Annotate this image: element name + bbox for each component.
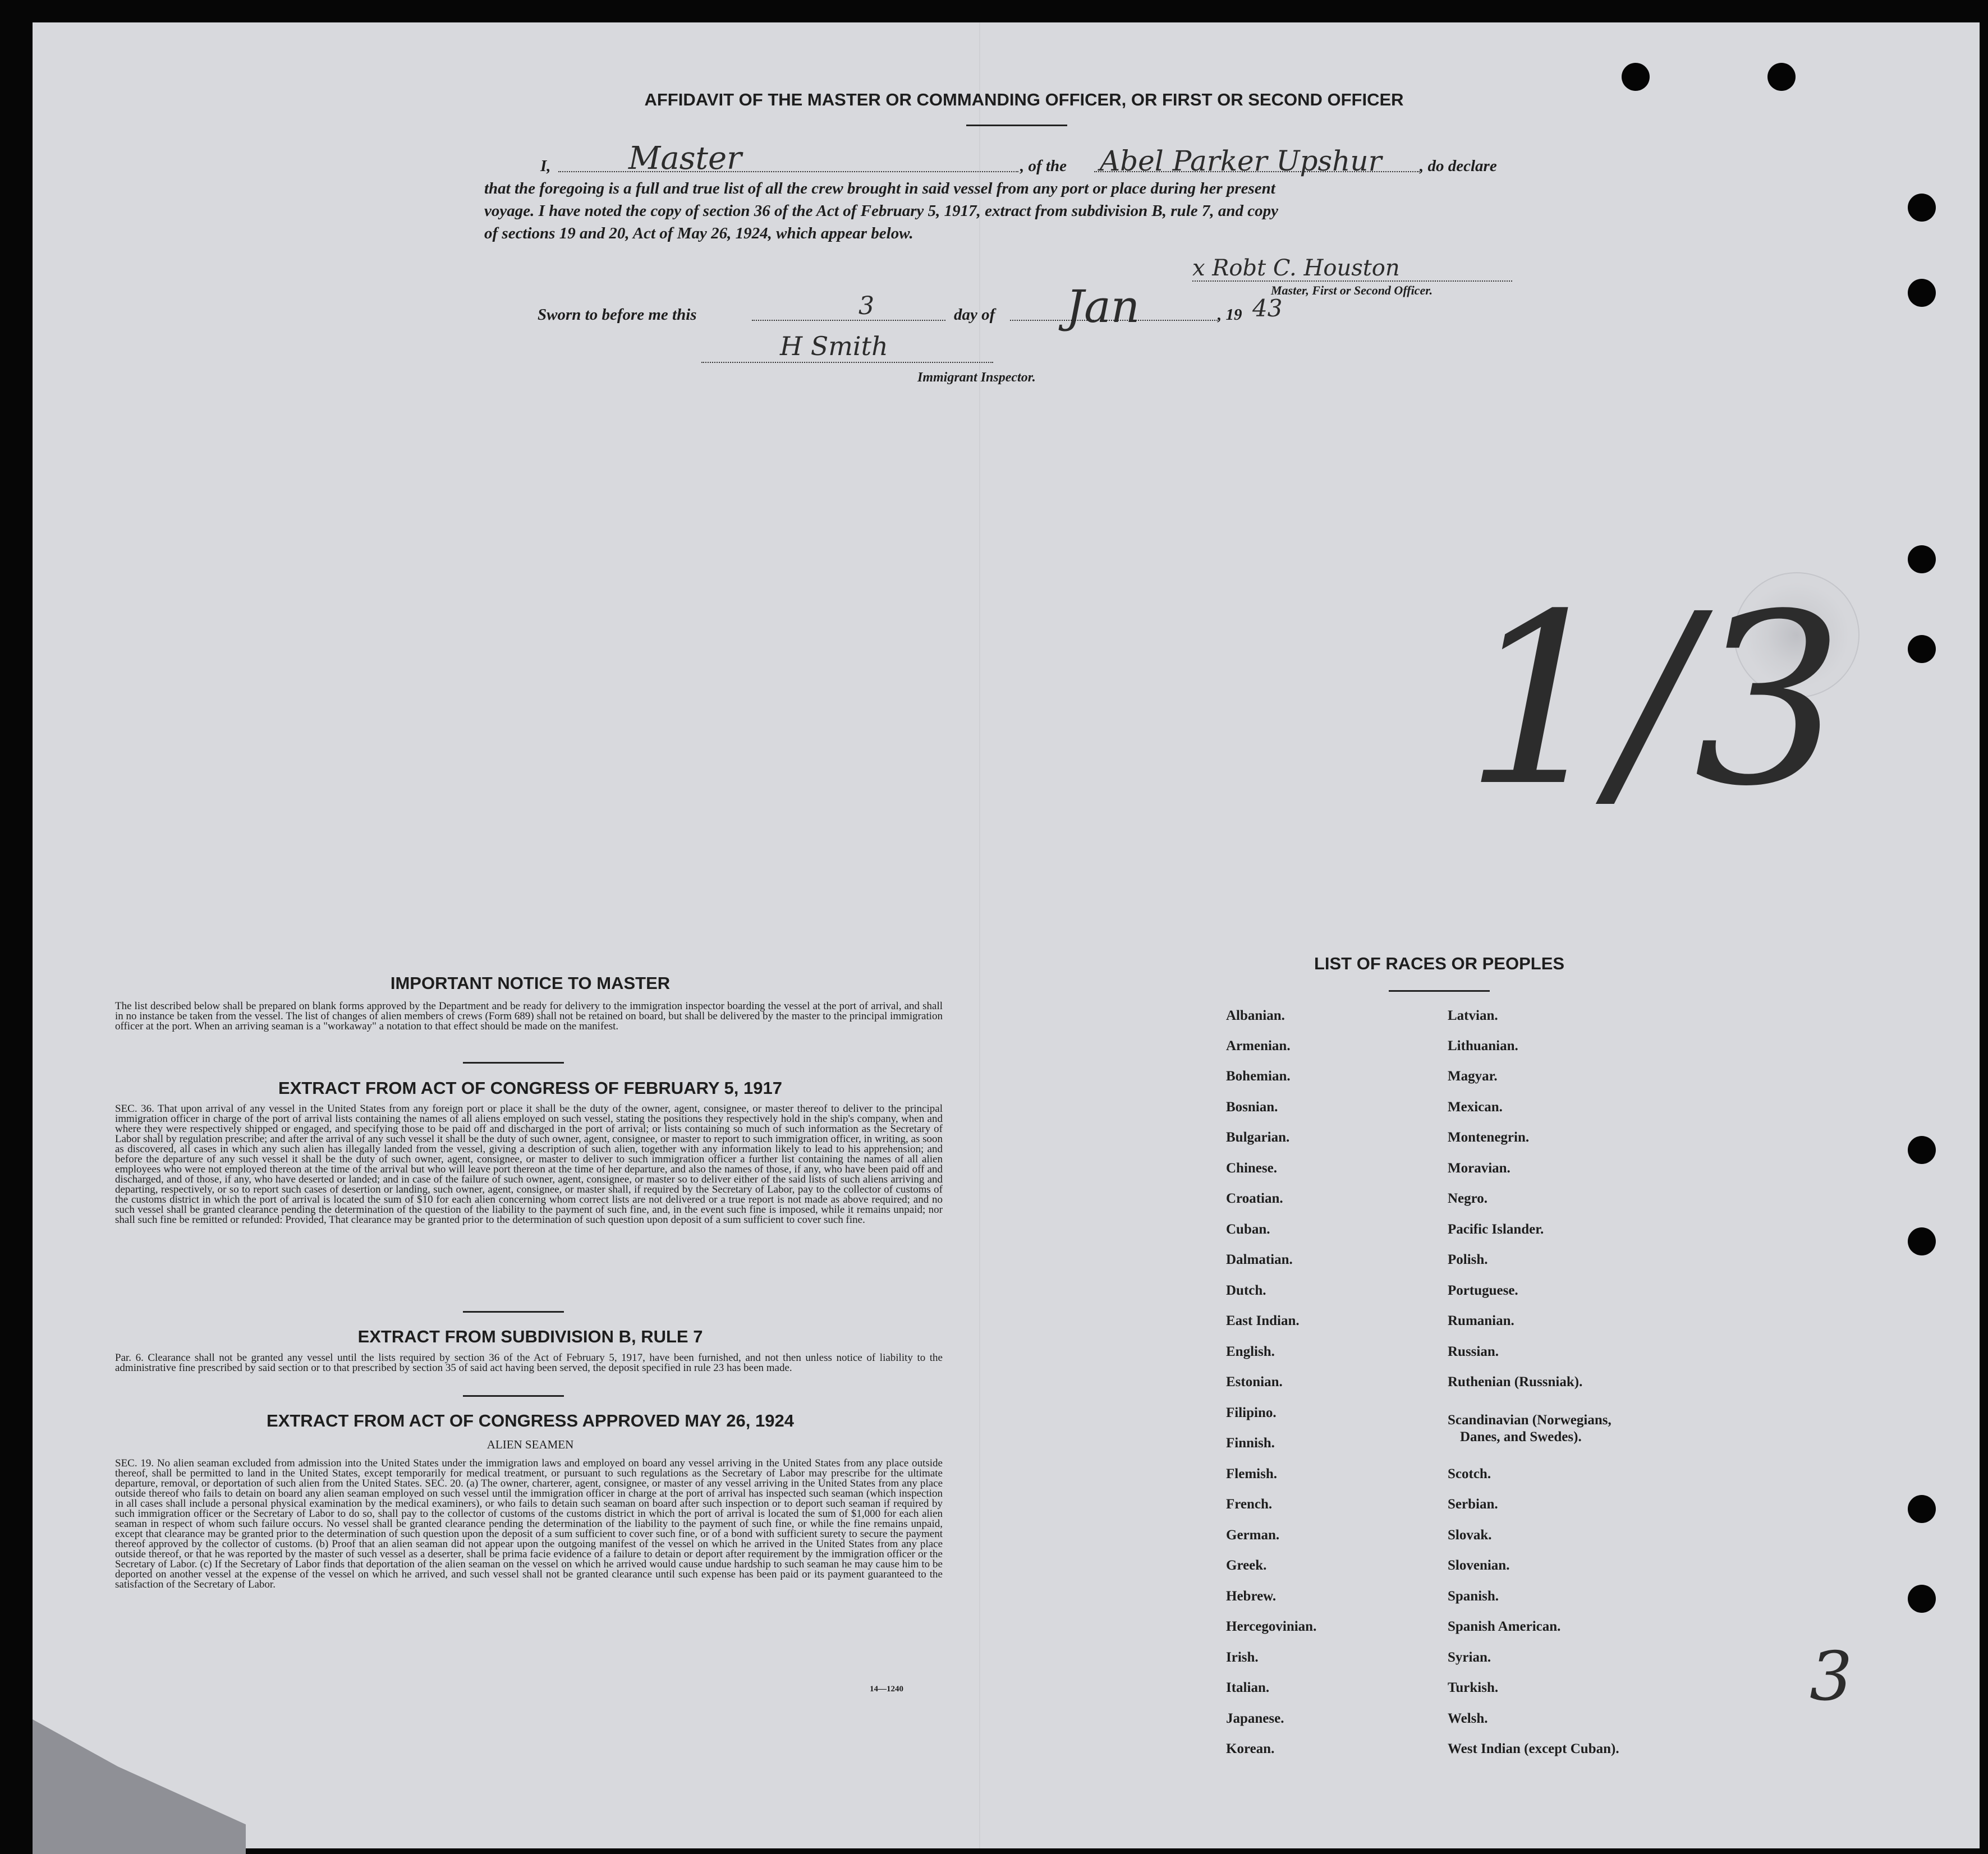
race-item: Lithuanian. <box>1448 1038 1518 1053</box>
affidavit-do-declare: , do declare <box>1420 157 1497 175</box>
race-item: Turkish. <box>1448 1680 1499 1695</box>
punch-hole <box>1908 1136 1936 1164</box>
race-item: Cuban. <box>1226 1222 1270 1237</box>
race-item: Spanish American. <box>1448 1619 1561 1634</box>
handwritten-page-mark: 3 <box>1810 1638 1853 1716</box>
punch-hole <box>1908 1585 1936 1613</box>
punch-hole <box>1908 194 1936 222</box>
handwritten-inspector: H Smith <box>780 331 888 361</box>
race-item: Russian. <box>1448 1344 1499 1359</box>
handwritten-day: 3 <box>858 292 874 320</box>
race-item: Slovenian. <box>1448 1558 1510 1573</box>
notice-text: The list described below shall be prepared on blank forms approved by the Department and be ready for delivery to the immigration inspector boarding the vessel at the port of arrival, and shall in no instance be taken from the vessel. The list of changes of alien members of crews (Form 689) shall not be retained on board, but shall be delivered by the master to the principal immigration officer at the port. When an arriving seaman is a "workaway" a notation to that effect should be made on the manifest. <box>115 1000 943 1032</box>
race-item: Hercegovinian. <box>1226 1619 1317 1634</box>
race-item: Latvian. <box>1448 1008 1498 1023</box>
notice-title: IMPORTANT NOTICE TO MASTER <box>390 973 671 993</box>
race-item: Croatian. <box>1226 1191 1283 1206</box>
race-item: Polish. <box>1448 1252 1488 1267</box>
handwritten-vessel: Abel Parker Upshur <box>1100 145 1382 177</box>
race-item: Rumanian. <box>1448 1313 1514 1328</box>
alien-seamen-subtitle: ALIEN SEAMEN <box>486 1438 574 1451</box>
form-number: 14—1240 <box>870 1685 903 1694</box>
page-fold <box>979 22 980 1848</box>
race-item: Mexican. <box>1448 1099 1503 1115</box>
race-item: Hebrew. <box>1226 1589 1277 1604</box>
master-caption: Master, First or Second Officer. <box>1271 283 1433 297</box>
race-item: Scandinavian (Norwegians, <box>1448 1413 1611 1428</box>
punch-hole <box>1908 279 1936 307</box>
race-item: Dutch. <box>1226 1283 1266 1298</box>
punch-hole <box>1908 635 1936 663</box>
divider <box>463 1395 564 1397</box>
race-item: Italian. <box>1226 1680 1270 1695</box>
handwritten-signature: x Robt C. Houston <box>1192 255 1400 281</box>
race-item: Irish. <box>1226 1650 1259 1665</box>
race-item: Portuguese. <box>1448 1283 1518 1298</box>
race-item: Magyar. <box>1448 1069 1498 1084</box>
inspector-caption: Immigrant Inspector. <box>917 370 1036 385</box>
day-of-text: day of <box>954 306 995 324</box>
affidavit-line-3: voyage. I have noted the copy of section 36 of the Act of February 5, 1917, extract from subdivision B, rule 7, and copy <box>484 202 1278 220</box>
race-item: German. <box>1226 1528 1280 1543</box>
race-item: Welsh. <box>1448 1711 1488 1726</box>
race-item: Spanish. <box>1448 1589 1499 1604</box>
handwritten-month: Jan <box>1066 280 1140 333</box>
race-item: Korean. <box>1226 1741 1275 1756</box>
divider <box>463 1062 564 1064</box>
extract-1917-title: EXTRACT FROM ACT OF CONGRESS OF FEBRUARY 5, 1917 <box>278 1078 782 1098</box>
race-item: Montenegrin. <box>1448 1130 1530 1145</box>
punch-hole <box>1908 1227 1936 1255</box>
race-item: Syrian. <box>1448 1650 1491 1665</box>
title-underline <box>966 125 1067 126</box>
extract-1924-text: SEC. 19. No alien seaman excluded from admission into the United States under the immigration laws and employed on board any vessel arriving in the United States from any place outside thereof, shall be permitted to land in the United States, except temporarily for medical treatment, or pursuant to such regulations as the Secretary of Labor may prescribe for the ultimate departure, removal, or deportation of such alien from the United States. SEC. 20. (a) The owner, charterer, agent, consignee, or master of any vessel arriving in the United States from any place outside thereof who fails to detain on board any alien seaman employed on such vessel until the immigration officer in charge at the port of arrival has inspected such seaman (which inspection in all cases shall include a personal physical examination by the medical examiners), or who fails to detain such seaman on board after such inspection or to deport such seaman if required by such immigration officer or the Secretary of Labor to do so, shall pay to the collector of customs of the customs district in which the port of arrival is located the sum of $1,000 for each alien seaman in respect of whom such failure occurs. No vessel shall be granted clearance pending the determination of the liability to the payment of such fine, or while the fine remains unpaid, except that clearance may be granted prior to the determination of such question upon the deposit of a sum sufficient to cover such fine, or of a bond with sufficient surety to secure the payment thereof approved by the collector of customs. (b) Proof that an alien seaman did not appear upon the outgoing manifest of the vessel on which he arrived in the United States from any place outside thereof, or that he was reported by the master of such vessel as a deserter, shall be prima facie evidence of a failure to detain or deport after requirement by the immigration officer or the Secretary of Labor. (c) If the Secretary of Labor finds that deportation of the alien seaman on the vessel on which he arrived would cause undue hardship to such seaman he may cause him to be deported on another vessel at the expense of the vessel on which he arrived, and such vessel shall not be granted clearance until such expense has been paid or its payment guaranteed to the satisfaction of the Secretary of Labor. <box>115 1457 943 1590</box>
race-item: Chinese. <box>1226 1161 1277 1176</box>
race-item: Slovak. <box>1448 1528 1492 1543</box>
race-item: West Indian (except Cuban). <box>1448 1741 1619 1756</box>
race-item: Estonian. <box>1226 1374 1283 1390</box>
race-item: Albanian. <box>1226 1008 1285 1023</box>
race-item: Ruthenian (Russniak). <box>1448 1374 1583 1390</box>
race-item: French. <box>1226 1497 1273 1512</box>
affidavit-line-4: of sections 19 and 20, Act of May 26, 1924, which appear below. <box>484 224 913 242</box>
rule7-title: EXTRACT FROM SUBDIVISION B, RULE 7 <box>357 1327 703 1346</box>
affidavit-line-2: that the foregoing is a full and true list of all the crew brought in said vessel from any port or place during her present <box>484 180 1275 197</box>
races-title: LIST OF RACES OR PEOPLES <box>1314 954 1565 973</box>
affidavit-i: I, <box>540 157 551 175</box>
punch-hole <box>1908 545 1936 573</box>
race-item: Dalmatian. <box>1226 1252 1293 1267</box>
extract-1924-title: EXTRACT FROM ACT OF CONGRESS APPROVED MAY 26, 1924 <box>267 1411 794 1430</box>
inspector-line <box>701 362 993 363</box>
races-underline <box>1389 990 1490 992</box>
extract-1917-text: SEC. 36. That upon arrival of any vessel in the United States from any foreign port or place it shall be the duty of the owner, agent, consignee, or master thereof to deliver to the principal immigration officer in charge of the port of arrival lists containing the names of all aliens employed on such vessel, stating the positions they respectively hold in the ship's company, when and where they were respectively shipped or engaged, and specifying those to be paid off and discharged in the port of arrival; or lists containing so much of such information as the Secretary of Labor shall by regulation prescribe; and after the arrival of any such vessel it shall be the duty of such owner, agent, consignee, or master to report to such immigration officer, in writing, as soon as discovered, all cases in which any such alien has illegally landed from the vessel, giving a description of such alien, together with any information likely to lead to his apprehension; and before the departure of any such vessel it shall be the duty of such owner, agent, consignee, or master to deliver to such immigration officer a further list containing the names of all alien employees who were not employed thereon at the time of the arrival but who will leave port thereon at the time of her departure, and also the names of those, if any, who have been paid off and discharged, and of those, if any, who have deserted or landed; and in case of the failure of such owner, agent, consignee, or master so to deliver either of the said lists of such aliens arriving and departing, respectively, or so to report such cases of desertion or landing, such owner, agent, consignee, or master shall, if required by the Secretary of Labor, pay to the collector of customs of the customs district in which the port of arrival is located the sum of $10 for each alien concerning whom correct lists are not delivered or a true report is not made as above required; and no such vessel shall be granted clearance pending the determination of the question of the liability to the payment of such fine, and, in the event such fine is imposed, while it remains unpaid; nor shall such fine be remitted or refunded: Provided, That clearance may be granted prior to the determination of such question upon deposit of a sum sufficient to cover such fine. <box>115 1103 943 1226</box>
race-item: Bohemian. <box>1226 1069 1291 1084</box>
handwritten-big-mark: 1/3 <box>1464 564 1844 838</box>
race-item: Flemish. <box>1226 1466 1277 1482</box>
race-item: Danes, and Swedes). <box>1460 1429 1582 1444</box>
race-item: Filipino. <box>1226 1405 1277 1420</box>
rank-line <box>558 171 1018 172</box>
race-item: Armenian. <box>1226 1038 1291 1053</box>
sworn-text: Sworn to before me this <box>538 306 697 324</box>
sworn-day-line <box>752 320 945 321</box>
race-item: Japanese. <box>1226 1711 1284 1726</box>
punch-hole <box>1767 63 1796 91</box>
race-item: Greek. <box>1226 1558 1267 1573</box>
race-item: Finnish. <box>1226 1436 1275 1451</box>
race-item: Pacific Islander. <box>1448 1222 1544 1237</box>
race-item: Negro. <box>1448 1191 1488 1206</box>
year-prefix: , 19 <box>1218 306 1242 324</box>
punch-hole <box>1622 63 1650 91</box>
handwritten-rank: Master <box>628 140 742 177</box>
race-item: East Indian. <box>1226 1313 1300 1328</box>
race-item: English. <box>1226 1344 1275 1359</box>
divider <box>463 1311 564 1313</box>
race-item: Serbian. <box>1448 1497 1498 1512</box>
race-item: Bulgarian. <box>1226 1130 1290 1145</box>
race-item: Moravian. <box>1448 1161 1510 1176</box>
handwritten-year: 43 <box>1252 295 1283 322</box>
signature-line <box>1192 280 1512 282</box>
affidavit-of-the: , of the <box>1020 157 1067 175</box>
race-item: Scotch. <box>1448 1466 1491 1482</box>
punch-hole <box>1908 1495 1936 1523</box>
rule7-text: Par. 6. Clearance shall not be granted any vessel until the lists required by section 36 of the Act of February 5, 1917, have been furnished, and not then unless notice of liability to the administrative fine prescribed by said section or to that prescribed by section 35 of said act having been served, the deposit specified in rule 23 has been made. <box>115 1352 943 1374</box>
race-item: Bosnian. <box>1226 1099 1278 1115</box>
affidavit-title: AFFIDAVIT OF THE MASTER OR COMMANDING OFFICER, OR FIRST OR SECOND OFFICER <box>644 90 1404 109</box>
